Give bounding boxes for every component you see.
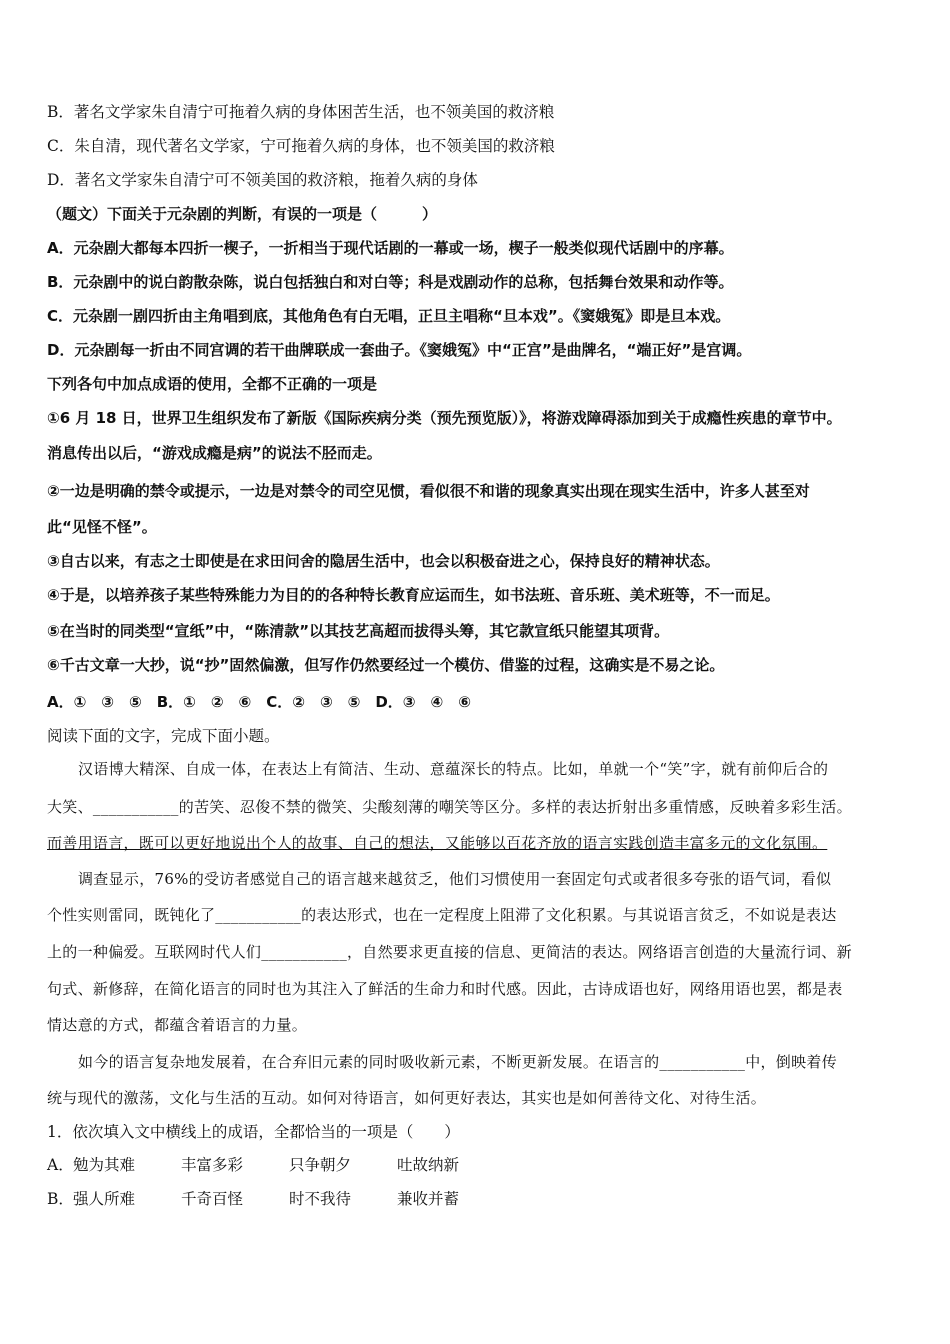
sentence-2a: ②一边是明确的禁令或提示，一边是对禁令的司空见惯，看似很不和谐的现象真实出现在现实生活中，许多人甚至对: [47, 482, 810, 500]
option-c-prev: C．朱自清，现代著名文学家，宁可拖着久病的身体，也不领美国的救济粮: [47, 137, 555, 155]
passage-p1-line1: 汉语博大精深、自成一体，在表达上有简洁、生动、意蕴深长的特点。比如，单就一个“笑”字，就有前仰后合的: [78, 760, 829, 778]
passage-p2-line2: 个性实则雷同，既钝化了___________的表达形式，也在一定程度上阻滞了文化积累。与其说语言贫乏，不如说是表达: [47, 906, 837, 924]
sentence-5: ⑤在当时的同类型“宣纸”中，“陈清款”以其技艺高超而拔得头筹，其它款宣纸只能望其项背。: [47, 622, 670, 640]
option-idiom: 兼收并蓄: [397, 1190, 460, 1208]
option-d-prev: D．著名文学家朱自清宁可不领美国的救济粮，拖着久病的身体: [47, 171, 478, 189]
sentence-1a: ①6 月 18 日，世界卫生组织发布了新版《国际疾病分类（预先预览版）》，将游戏障碍添加到关于成瘾性疾患的章节中。: [47, 409, 842, 427]
sentence-1b: 消息传出以后，“游戏成瘾是病”的说法不胫而走。: [47, 444, 382, 462]
yuan-option-a: A．元杂剧大都每本四折一楔子，一折相当于现代话剧的一幕或一场，楔子一般类似现代话剧中的序幕。: [47, 239, 734, 257]
option-b-prev: B．著名文学家朱自清宁可拖着久病的身体困苦生活，也不领美国的救济粮: [47, 103, 555, 121]
option-idiom: 吐故纳新: [397, 1156, 460, 1174]
option-letter: B．: [47, 1190, 74, 1208]
passage-p2-line4: 句式、新修辞，在简化语言的同时也为其注入了鲜活的生命力和时代感。因此，古诗成语也好，网络用语也罢，都是表: [47, 980, 843, 998]
option-idiom: 千奇百怪: [181, 1190, 244, 1208]
question-1: 1．依次填入文中横线上的成语，全都恰当的一项是（ ）: [47, 1123, 460, 1141]
sentence-3: ③自古以来，有志之士即使是在求田问舍的隐居生活中，也会以积极奋进之心，保持良好的精神状态。: [47, 552, 720, 570]
question-idioms: 下列各句中加点成语的使用，全都不正确的一项是: [47, 375, 378, 393]
option-idiom: 丰富多彩: [181, 1156, 244, 1174]
option-idiom: 时不我待: [289, 1190, 352, 1208]
option-idiom: 强人所难: [73, 1190, 136, 1208]
passage-p2-line3: 上的一种偏爱。互联网时代人们___________，自然要求更直接的信息、更简洁的表达。网络语言创造的大量流行词、新: [47, 943, 852, 961]
sentence-4: ④于是，以培养孩子某些特殊能力为目的的各种特长教育应运而生，如书法班、音乐班、美术班等，不一而足。: [47, 586, 780, 604]
passage-p2-line1: 调查显示，76%的受访者感觉自己的语言越来越贫乏，他们习惯使用一套固定句式或者很多夸张的语气词，看似: [78, 870, 832, 888]
passage-p1-line3-underlined: 而善用语言，既可以更好地说出个人的故事、自己的想法，又能够以百花齐放的语言实践创造丰富多元的文化氛围。: [47, 834, 828, 852]
sentence-2b: 此“见怪不怪”。: [47, 518, 157, 536]
passage-p2-line5: 情达意的方式，都蕴含着语言的力量。: [47, 1016, 308, 1034]
passage-p3-line2: 统与现代的激荡，文化与生活的互动。如何对待语言，如何更好表达，其实也是如何善待文化、对待生活。: [47, 1089, 767, 1107]
option-letter: A．: [47, 1156, 74, 1174]
idiom-options: A．① ③ ⑤ B．① ② ⑥ C．② ③ ⑤ D．③ ④ ⑥: [47, 693, 471, 711]
reading-instruction: 阅读下面的文字，完成下面小题。: [47, 727, 280, 745]
option-idiom: 勉为其难: [73, 1156, 136, 1174]
sentence-6: ⑥千古文章一大抄，说“抄”固然偏激，但写作仍然要经过一个模仿、借鉴的过程，这确实是不易之论。: [47, 656, 725, 674]
yuan-option-b: B．元杂剧中的说白韵散杂陈，说白包括独白和对白等；科是戏剧动作的总称，包括舞台效果和动作等。: [47, 273, 734, 291]
yuan-option-c: C．元杂剧一剧四折由主角唱到底，其他角色有白无唱，正旦主唱称“旦本戏”。《窦娥冤》即是旦本戏。: [47, 307, 731, 325]
passage-p3-line1: 如今的语言复杂地发展着，在合弃旧元素的同时吸收新元素，不断更新发展。在语言的___________中，倒映着传: [78, 1053, 838, 1071]
option-idiom: 只争朝夕: [289, 1156, 352, 1174]
yuan-option-d: D．元杂剧每一折由不同宫调的若干曲牌联成一套曲子。《窦娥冤》中“正宫”是曲牌名，“端正好”是宫调。: [47, 341, 752, 359]
question-1-option-a: [47, 1153, 920, 1177]
passage-p1-line2: 大笑、___________的苦笑、忍俊不禁的微笑、尖酸刻薄的嘲笑等区分。多样的表达折射出多重情感，反映着多彩生活。: [47, 798, 852, 816]
question-yuan-drama: （题文）下面关于元杂剧的判断，有误的一项是（ ）: [47, 205, 438, 223]
question-1-option-b: [47, 1187, 920, 1211]
